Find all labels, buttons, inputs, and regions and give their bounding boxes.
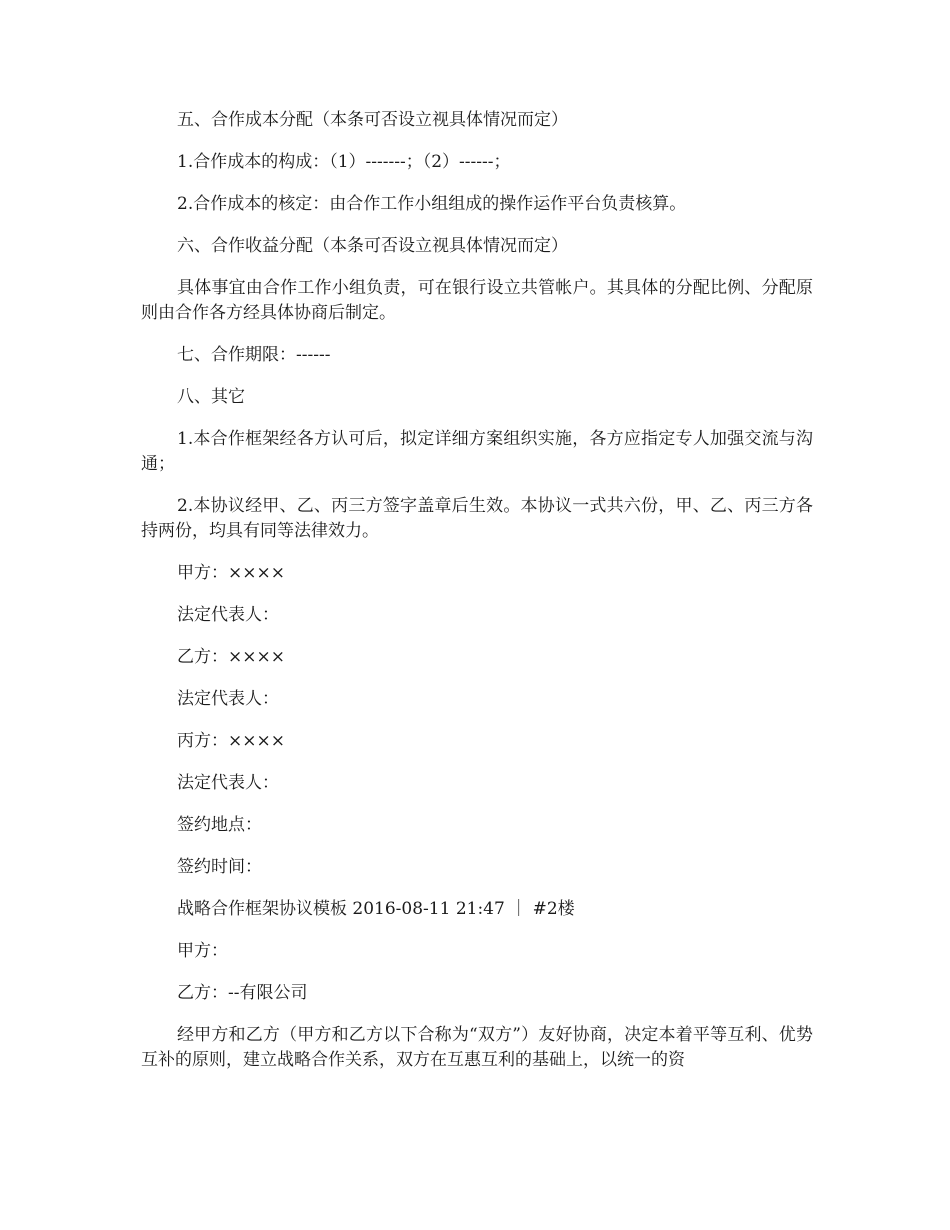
party-a-representative: 法定代表人： xyxy=(177,605,279,625)
party-b-line: 乙方：×××× xyxy=(177,647,285,667)
document-body xyxy=(141,108,813,1073)
party-c-representative: 法定代表人： xyxy=(177,773,279,793)
section-heading-other: 八、其它 xyxy=(177,387,245,407)
clause-revenue-details: 具体事宜由合作工作小组负责，可在银行设立共管帐户。其具体的分配比例、分配原则由合作各方经具体协商后制定。 xyxy=(141,278,813,323)
signing-time: 签约时间： xyxy=(177,857,262,877)
post-header-line: 战略合作框架协议模板 2016-08-11 21:47 ｜ #2楼 xyxy=(177,899,575,919)
second-party-a-line: 甲方： xyxy=(177,941,228,961)
clause-cost-verification: 2.合作成本的核定：由合作工作小组组成的操作运作平台负责核算。 xyxy=(177,194,687,214)
party-b-representative: 法定代表人： xyxy=(177,689,279,709)
second-party-b-line: 乙方：--有限公司 xyxy=(177,983,308,1003)
section-heading-revenue-allocation: 六、合作收益分配（本条可否设立视具体情况而定） xyxy=(177,236,568,256)
section-heading-cost-allocation: 五、合作成本分配（本条可否设立视具体情况而定） xyxy=(177,110,568,130)
party-c-line: 丙方：×××× xyxy=(177,731,285,751)
section-heading-term: 七、合作期限：------ xyxy=(177,345,331,365)
party-a-line: 甲方：×××× xyxy=(177,563,285,583)
agreement-intro-paragraph: 经甲方和乙方（甲方和乙方以下合称为“双方”）友好协商，决定本着平等互利、优势互补的原则，建立战略合作关系，双方在互惠互利的基础上，以统一的资 xyxy=(141,1025,813,1070)
clause-cost-composition: 1.合作成本的构成：（1）-------；（2）------； xyxy=(177,152,511,172)
clause-effectiveness: 2.本协议经甲、乙、丙三方签字盖章后生效。本协议一式共六份，甲、乙、丙三方各持两份，均具有同等法律效力。 xyxy=(141,496,813,541)
signing-location: 签约地点： xyxy=(177,815,262,835)
clause-implementation: 1.本合作框架经各方认可后，拟定详细方案组织实施，各方应指定专人加强交流与沟通； xyxy=(141,429,813,474)
